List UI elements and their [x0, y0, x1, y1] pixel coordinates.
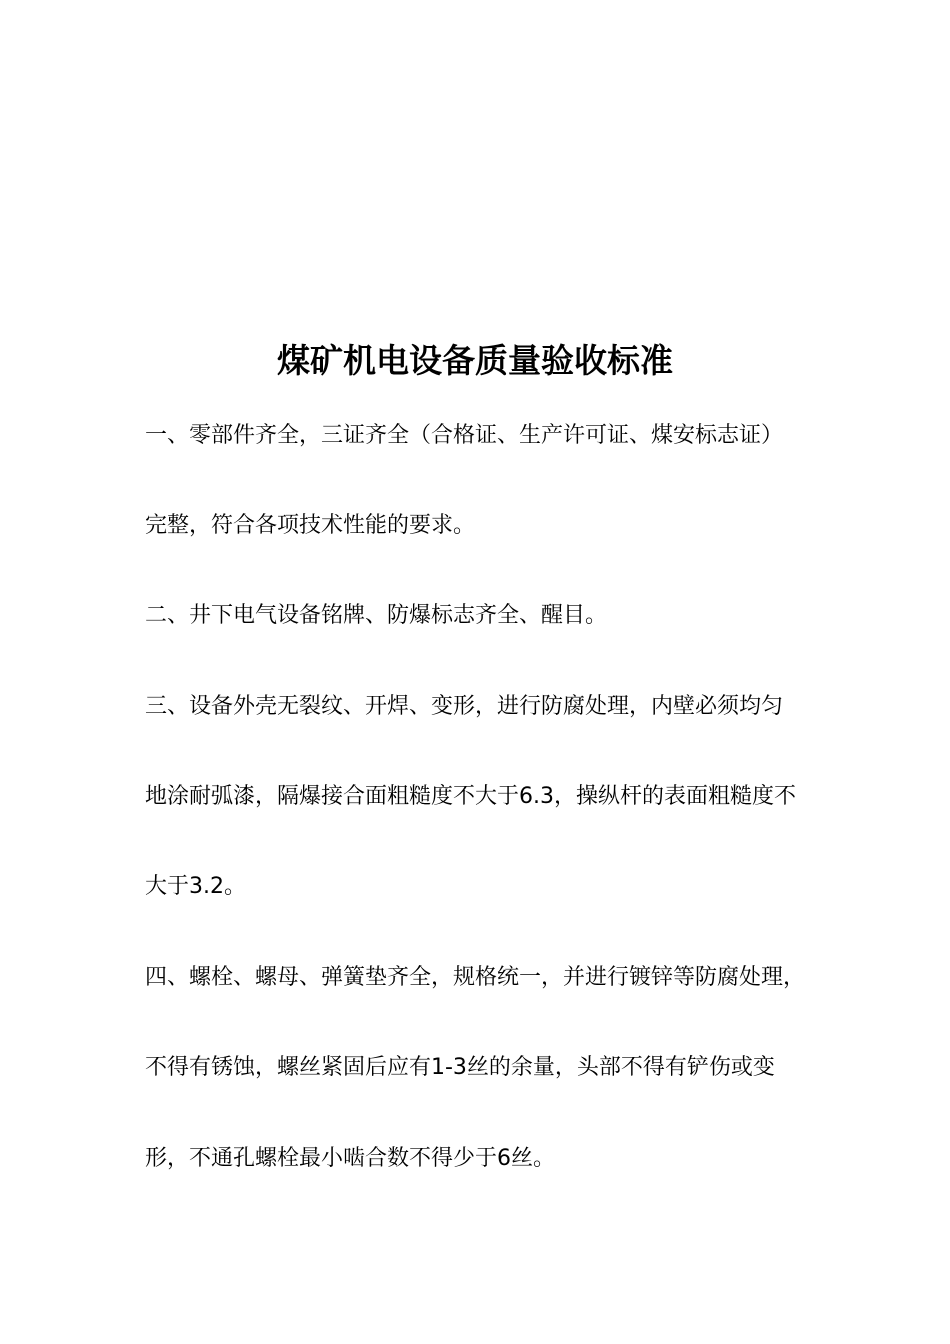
paragraph-line: 不得有锈蚀，螺丝紧固后应有1-3丝的余量，头部不得有铲伤或变 — [145, 1055, 775, 1080]
paragraph-line: 大于3.2。 — [145, 874, 246, 899]
paragraph-line: 形，不通孔螺栓最小啮合数不得少于6丝。 — [145, 1146, 555, 1171]
paragraph-line: 四、螺栓、螺母、弹簧垫齐全，规格统一，并进行镀锌等防腐处理， — [145, 965, 806, 990]
paragraph-line: 二、井下电气设备铭牌、防爆标志齐全、醒目。 — [145, 603, 608, 628]
paragraph-line: 完整，符合各项技术性能的要求。 — [145, 513, 476, 538]
paragraph-line: 地涂耐弧漆，隔爆接合面粗糙度不大于6.3，操纵杆的表面粗糙度不 — [145, 784, 796, 809]
document-title: 煤矿机电设备质量验收标准 — [277, 341, 673, 380]
paragraph-line: 一、零部件齐全，三证齐全（合格证、生产许可证、煤安标志证） — [145, 423, 784, 448]
paragraph-line: 三、设备外壳无裂纹、开焊、变形，进行防腐处理，内壁必须均匀 — [145, 694, 784, 719]
